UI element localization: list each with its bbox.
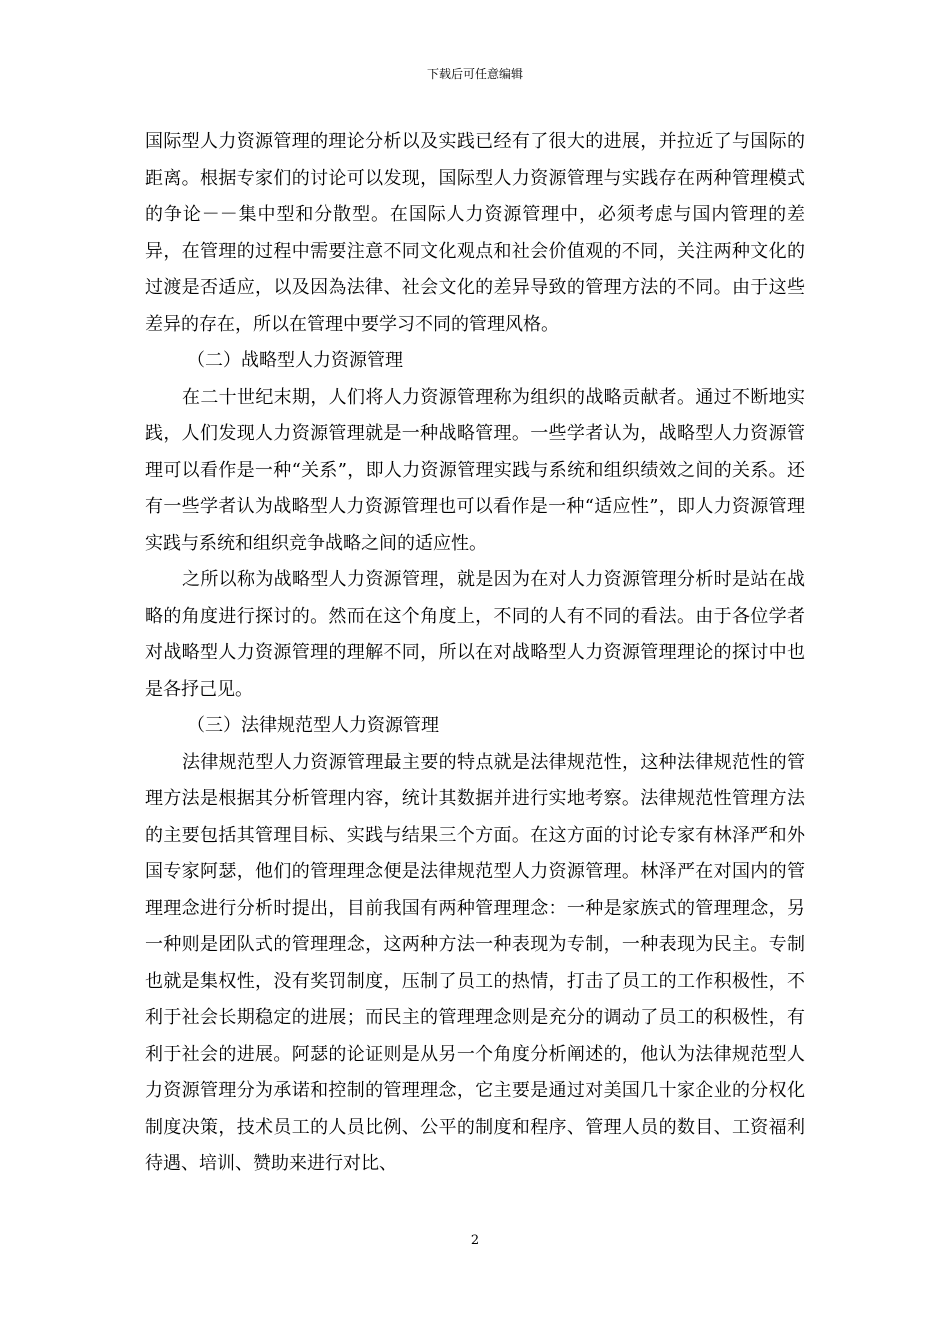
body-paragraph: 在二十世纪末期，人们将人力资源管理称为组织的战略贡献者。通过不断地实践，人们发现人力资源管理就是一种战略管理。一些学者认为，战略型人力资源管理可以看作是一种“关系”，即人力资源管理实践与系统和组织绩效之间的关系。还有一些学者认为战略型人力资源管理也可以看作是一种“适应性”，即人力资源管理实践与系统和组织竞争战略之间的适应性。 — [145, 386, 805, 554]
page-header: 下载后可任意编辑 — [426, 67, 523, 81]
section-heading: （二）战略型人力资源管理 — [187, 350, 403, 371]
section-heading: （三）法律规范型人力资源管理 — [187, 715, 439, 736]
document-body — [145, 124, 805, 1183]
body-paragraph: 法律规范型人力资源管理最主要的特点就是法律规范性，这种法律规范性的管理方法是根据其分析管理内容，统计其数据并进行实地考察。法律规范性管理方法的主要包括其管理目标、实践与结果三个方面。在这方面的讨论专家有林泽严和外国专家阿瑟，他们的管理理念便是法律规范型人力资源管理。林泽严在对国内的管理理念进行分析时提出，目前我国有两种管理理念：一种是家族式的管理理念，另一种则是团队式的管理理念，这两种方法一种表现为专制，一种表现为民主。专制也就是集权性，没有奖罚制度，压制了员工的热情，打击了员工的工作积极性，不利于社会长期稳定的进展；而民主的管理理念则是充分的调动了员工的积极性，有利于社会的进展。阿瑟的论证则是从另一个角度分析阐述的，他认为法律规范型人力资源管理分为承诺和控制的管理理念，它主要是通过对美国几十家企业的分权化制度决策，技术员工的人员比例、公平的制度和程序、管理人员的数目、工资福利待遇、培训、赞助来进行对比、 — [145, 751, 805, 1174]
page-number: 2 — [470, 1233, 480, 1248]
body-paragraph: 之所以称为战略型人力资源管理，就是因为在对人力资源管理分析时是站在战略的角度进行探讨的。然而在这个角度上，不同的人有不同的看法。由于各位学者对战略型人力资源管理的理解不同，所以在对战略型人力资源管理理论的探讨中也是各抒己见。 — [145, 569, 805, 700]
body-paragraph: 国际型人力资源管理的理论分析以及实践已经有了很大的进展，并拉近了与国际的距离。根据专家们的讨论可以发现，国际型人力资源管理与实践存在两种管理模式的争论－－集中型和分散型。在国际人力资源管理中，必须考虑与国内管理的差异，在管理的过程中需要注意不同文化观点和社会价值观的不同，关注两种文化的过渡是否适应，以及因為法律、社会文化的差异导致的管理方法的不同。由于这些差异的存在，所以在管理中要学习不同的管理风格。 — [145, 131, 805, 335]
